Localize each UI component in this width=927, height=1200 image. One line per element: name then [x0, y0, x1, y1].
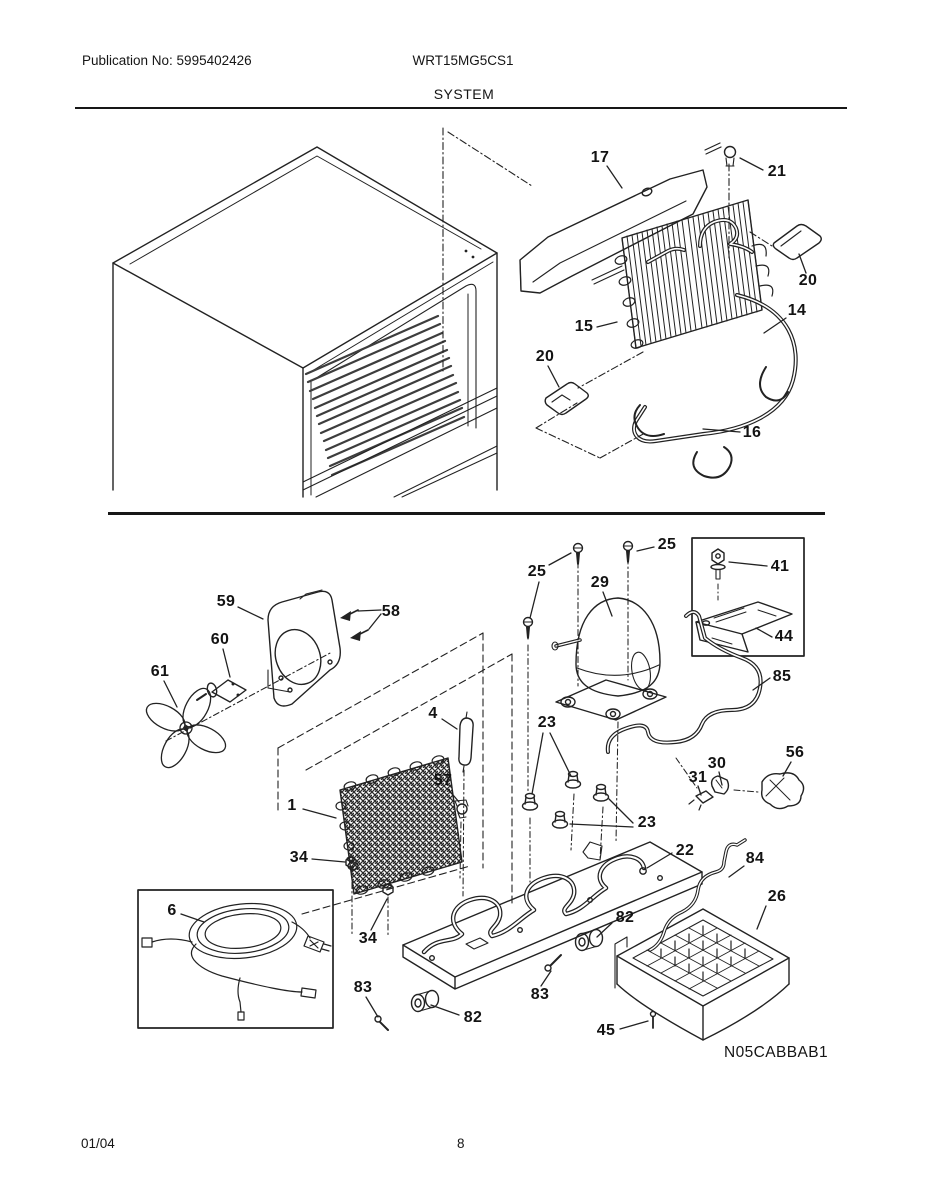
part-callout-59: 59	[216, 593, 236, 610]
part-callout-25: 25	[657, 536, 677, 553]
drier-4	[459, 712, 473, 772]
part-callout-1: 1	[287, 797, 297, 814]
footer-page-number: 8	[457, 1136, 465, 1151]
part-callout-31: 31	[688, 769, 708, 786]
part-callout-58: 58	[381, 603, 401, 620]
part-callout-44: 44	[774, 628, 794, 645]
grommets-23	[523, 772, 609, 829]
part-callout-14: 14	[787, 302, 807, 319]
page-title: SYSTEM	[433, 86, 495, 102]
fan-blade-61	[142, 684, 230, 772]
part-callout-30: 30	[707, 755, 727, 772]
condenser-1	[336, 755, 462, 896]
hardware-inset-box	[692, 538, 804, 656]
part-callout-23: 23	[637, 814, 657, 831]
part-callout-34: 34	[289, 849, 309, 866]
part-callout-83: 83	[353, 979, 373, 996]
part-callout-41: 41	[770, 558, 790, 575]
part-callout-82: 82	[463, 1009, 483, 1026]
bracket-44	[696, 602, 792, 652]
fan-motor-60	[197, 680, 246, 702]
part-callout-82: 82	[615, 909, 635, 926]
part-callout-57: 57	[433, 772, 453, 789]
part-callout-6: 6	[167, 902, 177, 919]
part-callout-16: 16	[742, 424, 762, 441]
part-callout-26: 26	[767, 888, 787, 905]
power-cord-6	[142, 899, 331, 1020]
part-callout-29: 29	[590, 574, 610, 591]
drain-pan-26	[615, 909, 789, 1040]
dash-lines-top	[443, 128, 772, 458]
bolt-41	[711, 549, 725, 579]
footer-date: 01/04	[81, 1136, 115, 1151]
fan-shroud-59	[268, 590, 341, 706]
part-callout-17: 17	[590, 149, 610, 166]
part-callout-20: 20	[798, 272, 818, 289]
compressor-29	[552, 598, 666, 720]
part-callout-56: 56	[785, 744, 805, 761]
relay-cover-56	[762, 773, 804, 809]
clip-57	[455, 800, 468, 818]
screws-83	[375, 955, 561, 1030]
drain-tube-84	[650, 840, 745, 950]
part-callout-15: 15	[574, 318, 594, 335]
part-callout-4: 4	[428, 705, 438, 722]
screw-45	[651, 1012, 656, 1029]
screw-arrows-58	[340, 610, 381, 641]
part-callout-45: 45	[596, 1022, 616, 1039]
part-callout-21: 21	[767, 163, 787, 180]
part-callout-61: 61	[150, 663, 170, 680]
evaporator-15	[614, 200, 773, 350]
part-callout-22: 22	[675, 842, 695, 859]
part-callout-23: 23	[537, 714, 557, 731]
part-callout-83: 83	[530, 986, 550, 1003]
part-callout-84: 84	[745, 850, 765, 867]
diagram-code: N05CABBAB1	[724, 1044, 828, 1061]
leader-lines-top	[548, 158, 806, 432]
power-cord-inset-box	[138, 890, 333, 1028]
part-callout-34: 34	[358, 930, 378, 947]
waffle-ribs	[661, 926, 745, 981]
model-number: WRT15MG5CS1	[412, 53, 514, 68]
part-callout-85: 85	[772, 668, 792, 685]
refrigerator-cabinet	[113, 147, 497, 497]
publication-number: Publication No: 5995402426	[82, 53, 252, 68]
freezer-fins	[306, 316, 464, 475]
part-callout-20: 20	[535, 348, 555, 365]
part-callout-60: 60	[210, 631, 230, 648]
part-callout-25: 25	[527, 563, 547, 580]
bracket-16	[634, 367, 788, 478]
screw-21	[705, 143, 736, 166]
